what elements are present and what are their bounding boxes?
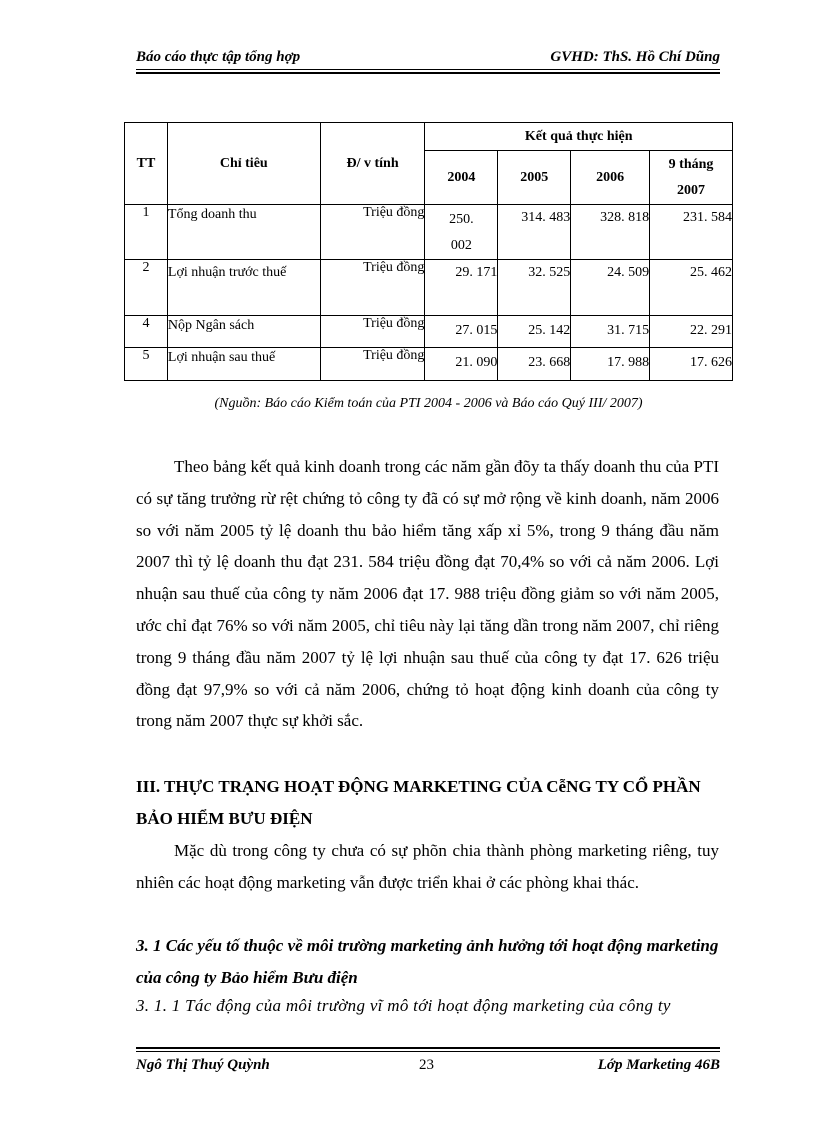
cell-2007: 22. 291: [650, 316, 733, 348]
cell-2007: 231. 584: [650, 205, 733, 260]
footer-rule: [136, 1051, 720, 1052]
page-footer: [136, 1047, 720, 1077]
header-rule-thick: [136, 72, 720, 74]
header-supervisor: GVHD: ThS. Hồ Chí Dũng: [550, 49, 720, 65]
cell-2004: 250. 002: [425, 205, 498, 260]
cell-unit: Triệu đồng: [320, 260, 425, 316]
col-header-tt: TT: [125, 123, 168, 205]
paragraph-business-results: Theo bảng kết quả kinh doanh trong các năm gần đõy ta thấy doanh thu của PTI có sự tăng trưởng rừ rệt chứng tỏ công ty đã có sự mở rộng về kinh doanh, năm 2006 so với năm 2005 tỷ lệ doanh thu bảo hiểm tăng xấp xỉ 5%, trong 9 tháng đầu năm 2007 thì tỷ lệ doanh thu đạt 231. 584 triệu đồng đạt 70,4% so với cả năm 2006. Lợi nhuận sau thuế của công ty năm 2006 đạt 17. 988 triệu đồng giảm so với năm 2005, ước chỉ đạt 76% so với năm 2005, chỉ tiêu này lại tăng dần trong năm 2007, chỉ riêng trong 9 tháng đầu năm 2007 tỷ lệ lợi nhuận sau thuế của công ty đạt 17. 626 triệu đồng đạt 97,9% so với cả năm 2006, chứng tỏ hoạt động kinh doanh của công ty trong năm 2007 thực sự khởi sắc.: [136, 457, 719, 731]
cell-chi-tieu: Lợi nhuận trước thuế: [167, 260, 320, 316]
cell-chi-tieu: Tổng doanh thu: [167, 205, 320, 260]
footer-author: Ngô Thị Thuý Quỳnh: [136, 1057, 270, 1073]
col-header-unit: Đ/ v tính: [320, 123, 425, 205]
col-header-2004: 2004: [425, 151, 498, 205]
table-row: [125, 348, 733, 381]
cell-tt: 5: [125, 348, 168, 381]
cell-chi-tieu: Nộp Ngân sách: [167, 316, 320, 348]
col-header-group-results: Kết quả thực hiện: [425, 123, 733, 151]
col-header-9m-2007: [650, 151, 733, 205]
business-results-table: [124, 122, 733, 381]
cell-2005: 32. 525: [498, 260, 571, 316]
cell-chi-tieu: Lợi nhuận sau thuế: [167, 348, 320, 381]
cell-2005: 314. 483: [498, 205, 571, 260]
section-heading-iii: III. THỰC TRẠNG HOẠT ĐỘNG MARKETING CỦA CễNG TY CỔ PHẦN BẢO HIỂM BƯU ĐIỆN: [136, 777, 701, 828]
cell-2007: 25. 462: [650, 260, 733, 316]
table-row: [125, 316, 733, 348]
table-row: [125, 260, 733, 316]
col-header-9m-label: 9 tháng: [668, 156, 714, 172]
cell-2004: 21. 090: [425, 348, 498, 381]
col-header-2006: 2006: [571, 151, 650, 205]
cell-2007: 17. 626: [650, 348, 733, 381]
col-header-2007-label: 2007: [677, 182, 706, 198]
cell-2006: 24. 509: [571, 260, 650, 316]
paragraph-marketing-intro: Mặc dù trong công ty chưa có sự phõn chia thành phòng marketing riêng, tuy nhiên các hoạt động marketing vẫn được triển khai ở các phòng khai thác.: [136, 841, 719, 892]
subsection-heading-3-1: 3. 1 Các yếu tố thuộc về môi trường marketing ảnh hưởng tới hoạt động marketing của công ty Bảo hiểm Bưu điện: [136, 936, 719, 987]
footer-class: Lớp Marketing 46B: [597, 1057, 720, 1073]
cell-tt: 4: [125, 316, 168, 348]
cell-2004: 29. 171: [425, 260, 498, 316]
cell-2004: 27. 015: [425, 316, 498, 348]
cell-tt: 2: [125, 260, 168, 316]
cell-unit: Triệu đồng: [320, 348, 425, 381]
page-header: [136, 47, 720, 71]
header-report-title: Báo cáo thực tập tổng hợp: [136, 49, 301, 65]
cell-2006: 31. 715: [571, 316, 650, 348]
cell-2005: 23. 668: [498, 348, 571, 381]
cell-unit: Triệu đồng: [320, 205, 425, 260]
subsection-heading-3-1-1: 3. 1. 1 Tác động của môi trường vĩ mô tới hoạt động marketing của công ty: [136, 996, 671, 1015]
cell-2005: 25. 142: [498, 316, 571, 348]
col-header-chi-tieu: Chỉ tiêu: [167, 123, 320, 205]
footer-rule-thick: [136, 1047, 720, 1049]
table-source-note: (Nguồn: Báo cáo Kiểm toán của PTI 2004 - 2006 và Báo cáo Quý III/ 2007): [214, 396, 643, 411]
cell-2006: 17. 988: [571, 348, 650, 381]
page-number: 23: [419, 1057, 434, 1073]
cell-unit: Triệu đồng: [320, 316, 425, 348]
header-rule: [136, 69, 720, 70]
cell-tt: 1: [125, 205, 168, 260]
table-row: [125, 205, 733, 260]
cell-2006: 328. 818: [571, 205, 650, 260]
col-header-2005: 2005: [498, 151, 571, 205]
